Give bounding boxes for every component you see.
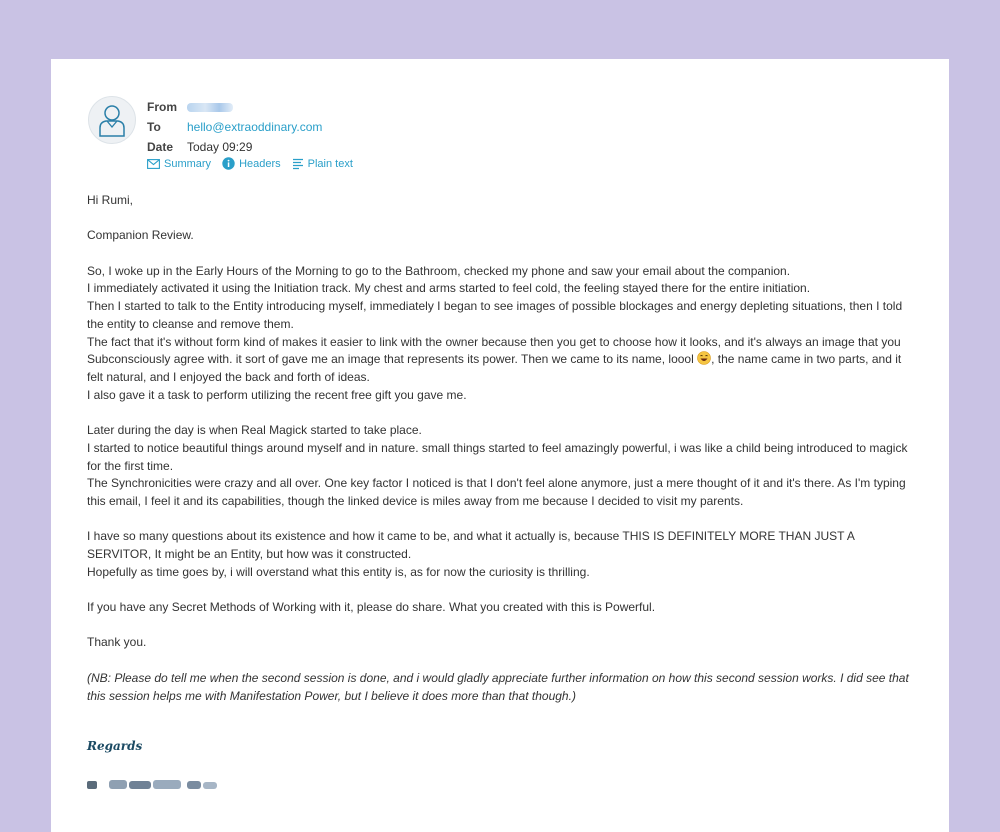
email-meta bbox=[147, 97, 322, 157]
paragraph-line: Later during the day is when Real Magick started to take place. bbox=[87, 423, 422, 438]
view-actions bbox=[147, 157, 364, 170]
sender-name-redacted[interactable] bbox=[187, 103, 233, 112]
date-value: Today 09:29 bbox=[187, 140, 253, 154]
date-label: Date bbox=[147, 140, 174, 154]
message-body bbox=[87, 192, 917, 723]
sender-avatar bbox=[88, 96, 136, 144]
envelope-icon bbox=[147, 159, 160, 169]
paragraph-line: So, I woke up in the Early Hours of the Morning to go to the Bathroom, checked my phone and saw your email about the companion. bbox=[87, 263, 791, 278]
paragraph-line: I started to notice beautiful things around myself and in nature. small things started to feel amazingly powerful, i was like a child being introduced to magick for the first time. bbox=[87, 440, 908, 473]
paragraph-text: , the name came in two parts, and it felt natural, and I enjoyed the back and forth of ideas. bbox=[87, 352, 902, 384]
headers-button[interactable] bbox=[222, 157, 281, 170]
user-icon bbox=[97, 103, 127, 137]
subject-line: Companion Review. bbox=[87, 228, 194, 243]
from-row bbox=[147, 97, 322, 117]
document-lines-icon bbox=[292, 158, 304, 170]
nb-note: (NB: Please do tell me when the second session is done, and i would gladly appreciate further information on how this second session works. I did see that this session helps me with Manifestation Power, but I believe it does more than that though.) bbox=[87, 670, 909, 703]
paragraph-line: I also gave it a task to perform utilizing the recent free gift you gave me. bbox=[87, 387, 467, 402]
regards-heading: Regards bbox=[87, 739, 143, 753]
paragraph-line: I immediately activated it using the Initiation track. My chest and arms started to feel cold, the feeling stayed there for the entire initiation. bbox=[87, 281, 811, 296]
email-card bbox=[51, 59, 949, 832]
date-row bbox=[147, 137, 322, 157]
thanks-line: Thank you. bbox=[87, 635, 147, 650]
paragraph-line: Hopefully as time goes by, i will overstand what this entity is, as for now the curiosity is thrilling. bbox=[87, 564, 590, 579]
from-label: From bbox=[147, 100, 177, 114]
laughing-emoji-icon bbox=[697, 351, 711, 365]
greeting: Hi Rumi, bbox=[87, 193, 134, 207]
summary-button[interactable] bbox=[147, 157, 211, 170]
paragraph-line: The Synchronicities were crazy and all over. One key factor I noticed is that I don't feel alone anymore, just a mere thought of it and it's there. As I'm typing this email, I feel it and its capabilities, though the linked device is miles away from me because I decided to visit my parents. bbox=[87, 476, 906, 508]
paragraph-line: I have so many questions about its existence and how it came to be, and what it actually is, because THIS IS DEFINITELY MORE THAN JUST A SERVITOR, It might be an Entity, but how was it constructed. bbox=[87, 529, 855, 561]
to-label: To bbox=[147, 120, 161, 134]
paragraph-text: The fact that it's without form kind of makes it easier to link with the owner because then you get to choose how it looks, and it's always an image that you Subconsciously agree with. it sort of gave me an image that represents its power. Then we came to its name, loool bbox=[87, 334, 901, 367]
plain-text-label: Plain text bbox=[307, 157, 353, 170]
paragraph-line: Then I started to talk to the Entity introducing myself, immediately I began to see images of possible blockages and energy depleting situations, then I told the entity to cleanse and remove them. bbox=[87, 299, 903, 331]
paragraph-4: If you have any Secret Methods of Working with it, please do share. What you created with this is Powerful. bbox=[87, 600, 656, 615]
headers-label: Headers bbox=[239, 157, 281, 170]
recipient-link[interactable]: hello@extraoddinary.com bbox=[187, 120, 323, 134]
paragraph-2 bbox=[87, 422, 917, 511]
signature-name-redacted bbox=[87, 778, 219, 792]
plain-text-button[interactable] bbox=[292, 157, 353, 170]
summary-label: Summary bbox=[164, 157, 212, 170]
to-row bbox=[147, 117, 322, 137]
paragraph-3 bbox=[87, 528, 917, 581]
info-icon bbox=[222, 157, 235, 170]
paragraph-1 bbox=[87, 263, 917, 405]
paragraph-line bbox=[87, 334, 917, 387]
